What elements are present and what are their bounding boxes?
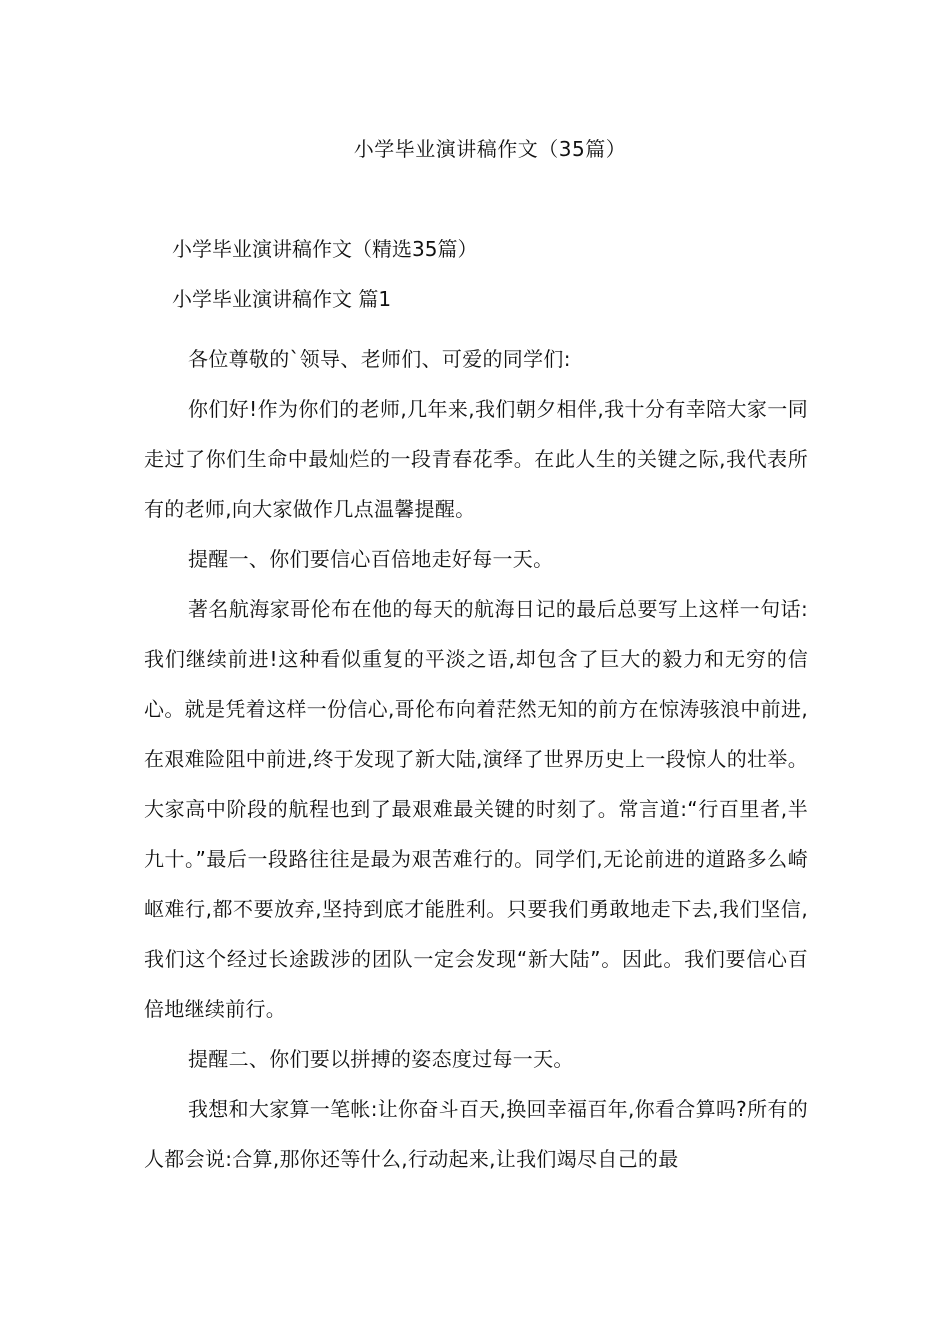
paragraph-greeting: 各位尊敬的`领导、老师们、可爱的同学们: <box>188 347 571 371</box>
section-heading: 小学毕业演讲稿作文 篇1 <box>172 287 392 311</box>
paragraph-reminder-one: 提醒一、你们要信心百倍地走好每一天。 <box>188 547 554 571</box>
body-text <box>144 334 808 1184</box>
document-subtitle: 小学毕业演讲稿作文（精选35篇） <box>172 237 478 261</box>
paragraph-intro: 你们好!作为你们的老师,几年来,我们朝夕相伴,我十分有幸陪大家一同走过了你们生命中最灿烂的一段青春花季。在此人生的关键之际,我代表所有的老师,向大家做作几点温馨提醒。 <box>144 397 808 521</box>
paragraph-reminder-two: 提醒二、你们要以拼搏的姿态度过每一天。 <box>188 1047 574 1071</box>
paragraph-hundred-days: 我想和大家算一笔帐:让你奋斗百天,换回幸福百年,你看合算吗?所有的人都会说:合算,那你还等什么,行动起来,让我们竭尽自己的最 <box>144 1097 808 1171</box>
document-title: 小学毕业演讲稿作文（35篇） <box>353 137 627 161</box>
paragraph-columbus: 著名航海家哥伦布在他的每天的航海日记的最后总要写上这样一句话:我们继续前进!这种看似重复的平淡之语,却包含了巨大的毅力和无穷的信心。就是凭着这样一份信心,哥伦布向着茫然无知的前方在惊涛骇浪中前进,在艰难险阻中前进,终于发现了新大陆,演绎了世界历史上一段惊人的壮举。大家高中阶段的航程也到了最艰难最关键的时刻了。常言道:“行百里者,半九十。”最后一段路往往是最为艰苦难行的。同学们,无论前进的道路多么崎岖难行,都不要放弃,坚持到底才能胜利。只要我们勇敢地走下去,我们坚信,我们这个经过长途跋涉的团队一定会发现“新大陆”。因此。我们要信心百倍地继续前行。 <box>144 597 808 1021</box>
